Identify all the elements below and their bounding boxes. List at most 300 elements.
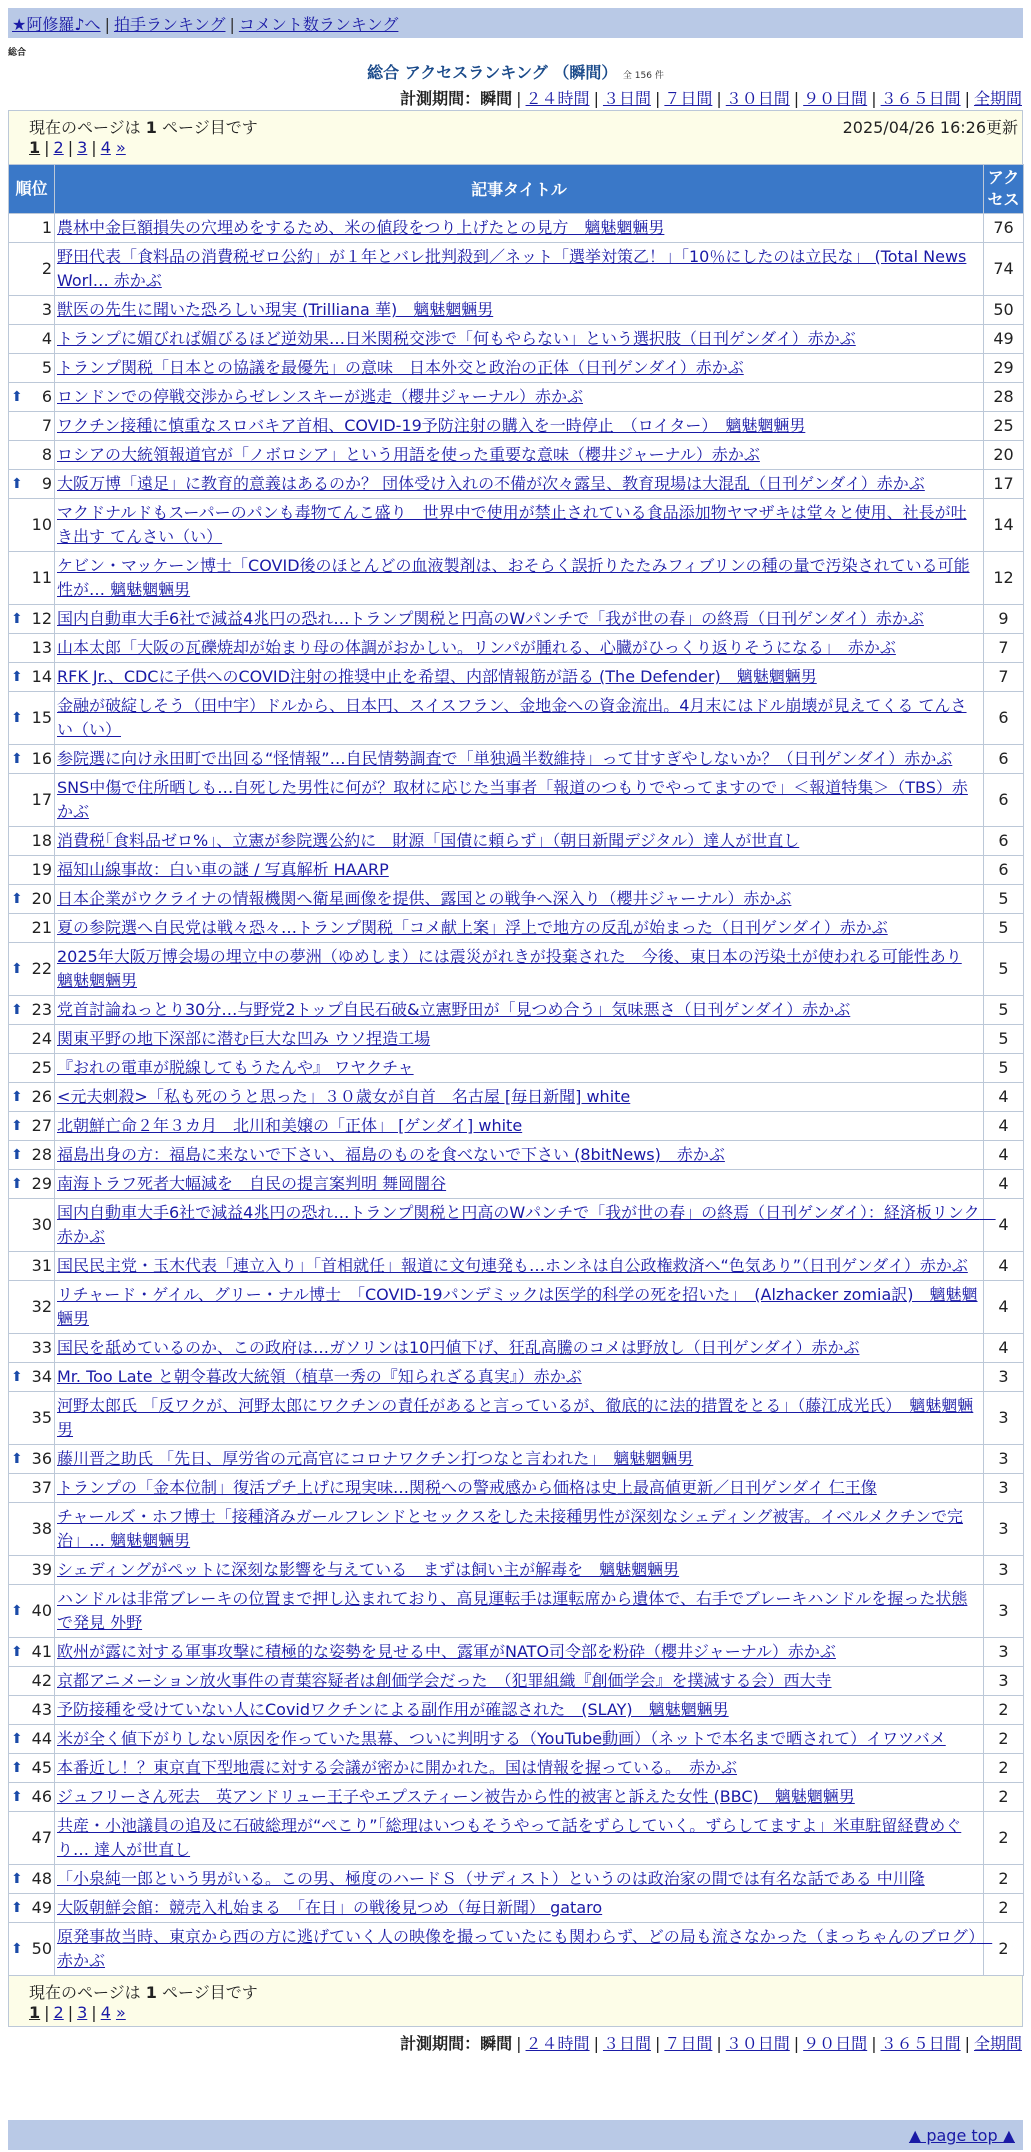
period-option-link[interactable]: 全期間	[973, 2034, 1022, 2053]
page-info-top	[8, 110, 1023, 164]
rank-number: 50	[31, 1939, 52, 1958]
title-cell	[55, 1281, 984, 1334]
rank-cell	[9, 441, 55, 470]
title-cell	[55, 996, 984, 1025]
rank-cell	[9, 1638, 55, 1667]
header-access: アクセス	[984, 165, 1024, 214]
page-top-link[interactable]: ▲ page top ▲	[908, 2126, 1015, 2145]
rank-cell	[9, 1783, 55, 1812]
rank-number: 48	[31, 1869, 52, 1888]
pager-current: 1	[29, 2003, 41, 2022]
table-row	[9, 1725, 1024, 1754]
title-cell	[55, 470, 984, 499]
rank-cell	[9, 1054, 55, 1083]
rank-number: 42	[31, 1671, 52, 1690]
article-title-link[interactable]: 北朝鮮亡命２年３カ月 北川和美嬢の「正体」 [ゲンダイ] white	[57, 1116, 523, 1135]
period-separator: |	[871, 2034, 877, 2053]
up-arrow-icon: ⬆	[11, 1644, 23, 1660]
period-current: 瞬間	[480, 2034, 513, 2053]
access-count: 2	[984, 1865, 1024, 1894]
title-cell	[55, 885, 984, 914]
rank-number: 43	[31, 1700, 52, 1719]
article-title-link[interactable]: 原発事故当時、東京から西の方に逃げていく人の映像を撮っていたにも関わらず、どの局も流さなかった（まっちゃんのブログ） 赤かぶ	[57, 1927, 993, 1970]
article-title-link[interactable]: 河野太郎氏 「反ワクが、河野太郎にワクチンの責任があると言っているが、徹底的に法的措置をとる」（藤江成光氏） 魑魅魍魎男	[57, 1396, 974, 1439]
up-arrow-icon: ⬆	[11, 669, 23, 685]
top-nav-link[interactable]: ★阿修羅♪へ	[12, 14, 101, 34]
access-count: 5	[984, 943, 1024, 996]
title-cell	[55, 914, 984, 943]
rank-cell	[9, 412, 55, 441]
rank-number: 22	[31, 959, 52, 978]
title-cell	[55, 1696, 984, 1725]
period-option-link[interactable]: ９０日間	[803, 89, 868, 108]
title-cell	[55, 1363, 984, 1392]
pager-bottom	[29, 2003, 126, 2022]
current-page-number: 1	[145, 118, 157, 137]
rank-cell	[9, 1281, 55, 1334]
header-title: 記事タイトル	[55, 165, 984, 214]
access-count: 4	[984, 1252, 1024, 1281]
table-row	[9, 1025, 1024, 1054]
period-separator: |	[871, 89, 877, 108]
rank-cell	[9, 943, 55, 996]
article-title-link[interactable]: 夏の参院選へ自民党は戦々恐々…トランプ関税「コメ献上案」浮上で地方の反乱が始まった（日刊ゲンダイ）赤かぶ	[57, 918, 888, 937]
rank-number: 47	[31, 1828, 52, 1847]
period-separator: |	[516, 2034, 522, 2053]
pager-separator: |	[67, 138, 74, 157]
pager-separator: |	[91, 138, 97, 157]
article-title-link[interactable]: 野田代表「食料品の消費税ゼロ公約」が１年とバレ批判殺到／ネット「選挙対策乙！」「10％にしたのは立民な」 (Total News Worl… 赤かぶ	[57, 247, 967, 290]
page-title: 総合 アクセスランキング （瞬間）	[367, 63, 618, 82]
article-title-link[interactable]: シェディングがペットに深刻な影響を与えている まずは飼い主が解毒を 魑魅魍魎男	[57, 1560, 680, 1579]
period-option-link[interactable]: 全期間	[973, 89, 1022, 108]
total-count: 全 156 件	[622, 71, 664, 81]
title-cell	[55, 1585, 984, 1638]
rank-number: 23	[31, 1000, 52, 1019]
rank-number: 29	[31, 1174, 52, 1193]
access-count: 4	[984, 1141, 1024, 1170]
rank-cell	[9, 1754, 55, 1783]
rank-number: 41	[31, 1642, 52, 1661]
period-separator: |	[654, 2034, 661, 2053]
article-title-link[interactable]: 参院選に向け永田町で出回る“怪情報”…自民情勢調査で「単独過半数維持」って甘すぎやしないか？（日刊ゲンダイ）赤かぶ	[57, 749, 953, 768]
up-arrow-icon: ⬆	[11, 1789, 23, 1805]
rank-cell	[9, 1696, 55, 1725]
access-count: 17	[984, 470, 1024, 499]
rank-number: 32	[31, 1297, 52, 1316]
title-cell	[55, 1025, 984, 1054]
article-title-link[interactable]: 『おれの電車が脱線してもうたんや』 ワヤクチャ	[57, 1058, 414, 1077]
table-row	[9, 745, 1024, 774]
article-title-link[interactable]: ジュフリーさん死去 英アンドリュー王子やエプスティーン被告から性的被害と訴えた女性 (BBC) 魑魅魍魎男	[57, 1787, 855, 1806]
rank-number: 30	[31, 1215, 52, 1234]
category-label: 総合	[8, 48, 27, 58]
article-title-link[interactable]: 国民を舐めているのか、この政府は…ガソリンは10円値下げ、狂乱高騰のコメは野放し（日刊ゲンダイ）赤かぶ	[57, 1338, 860, 1357]
article-title-link[interactable]: 米が全く値下がりしない原因を作っていた黒幕、ついに判明する（YouTube動画）（ネットで本名まで晒されて）イワツバメ	[57, 1729, 946, 1748]
title-cell	[55, 441, 984, 470]
title-cell	[55, 692, 984, 745]
table-row	[9, 827, 1024, 856]
period-separator: |	[793, 2034, 800, 2053]
rank-cell	[9, 1923, 55, 1976]
rank-number: 6	[41, 387, 52, 406]
up-arrow-icon: ⬆	[11, 1369, 23, 1385]
table-row	[9, 1334, 1024, 1363]
footer-bar	[8, 2120, 1023, 2150]
pager-page-link[interactable]: 3	[77, 2003, 88, 2022]
rank-number: 10	[31, 515, 52, 534]
rank-cell	[9, 1503, 55, 1556]
period-selector-top	[400, 86, 1022, 109]
article-title-link[interactable]: 予防接種を受けていない人にCovidワクチンによる副作用が確認された (SLAY) 魑魅魍魎男	[57, 1700, 729, 1719]
article-title-link[interactable]: トランプ関税「日本との協議を最優先」の意味 日本外交と政治の正体（日刊ゲンダイ）赤かぶ	[57, 358, 744, 377]
title-cell	[55, 296, 984, 325]
rank-number: 38	[31, 1519, 52, 1538]
access-count: 2	[984, 1923, 1024, 1976]
article-title-link[interactable]: 国民民主党・玉木代表「連立入り」「首相就任」報道に文句連発も…ホンネは自公政権救済へ“色気あり”（日刊ゲンダイ）赤かぶ	[57, 1256, 968, 1275]
table-row	[9, 499, 1024, 552]
table-row	[9, 1923, 1024, 1976]
up-arrow-icon: ⬆	[11, 1451, 23, 1467]
rank-cell	[9, 1445, 55, 1474]
period-option-link[interactable]: ３日間	[602, 89, 651, 108]
article-title-link[interactable]: 国内自動車大手6社で減益4兆円の恐れ…トランプ関税と円高のWパンチで「我が世の春」の終焉（日刊ゲンダイ）赤かぶ	[57, 609, 924, 628]
rank-number: 19	[31, 860, 52, 879]
access-count: 5	[984, 1025, 1024, 1054]
table-row	[9, 885, 1024, 914]
title-cell	[55, 383, 984, 412]
pager-page-link[interactable]: 4	[100, 2003, 111, 2022]
table-row	[9, 634, 1024, 663]
top-nav-link[interactable]: コメント数ランキング	[238, 14, 399, 34]
access-count: 50	[984, 296, 1024, 325]
period-separator: |	[593, 89, 599, 108]
access-count: 3	[984, 1392, 1024, 1445]
up-arrow-icon: ⬆	[11, 1002, 23, 1018]
table-row	[9, 296, 1024, 325]
title-cell	[55, 1754, 984, 1783]
up-arrow-icon: ⬆	[11, 710, 23, 726]
title-cell	[55, 856, 984, 885]
rank-number: 21	[31, 918, 52, 937]
up-arrow-icon: ⬆	[11, 1760, 23, 1776]
article-title-link[interactable]: 山本太郎「大阪の瓦礫焼却が始まり母の体調がおかしい。リンパが腫れる、心臓がひっくり返りそうになる」 赤かぶ	[57, 638, 896, 657]
access-count: 29	[984, 354, 1024, 383]
access-count: 3	[984, 1585, 1024, 1638]
rank-number: 37	[31, 1478, 52, 1497]
title-cell	[55, 605, 984, 634]
rank-number: 24	[31, 1029, 52, 1048]
access-count: 2	[984, 1696, 1024, 1725]
table-row	[9, 856, 1024, 885]
article-title-link[interactable]: ハンドルは非常ブレーキの位置まで押し込まれており、高見運転手は運転席から遺体で、右手でブレーキハンドルを握った状態で発見 外野	[57, 1589, 968, 1632]
title-cell	[55, 1556, 984, 1585]
title-cell	[55, 499, 984, 552]
article-title-link[interactable]: 共産・小池議員の追及に石破総理が“ぺこり”「総理はいつもそうやって話をずらしていく。ずらしてますよ」米車駐留経費めぐり… 達人が世直し	[57, 1816, 962, 1859]
table-row	[9, 996, 1024, 1025]
rank-cell	[9, 605, 55, 634]
article-title-link[interactable]: 福島出身の方：福島に来ないで下さい、福島のものを食べないで下さい (8bitNews) 赤かぶ	[57, 1145, 725, 1164]
period-separator: |	[964, 2034, 970, 2053]
article-title-link[interactable]: ケビン・マッケーン博士「COVID後のほとんどの血液製剤は、おそらく誤折りたたみフィブリンの種の量で汚染されている可能性が… 魑魅魍魎男	[57, 556, 970, 599]
rank-number: 5	[41, 358, 52, 377]
access-count: 2	[984, 1894, 1024, 1923]
article-title-link[interactable]: 国内自動車大手6社で減益4兆円の恐れ…トランプ関税と円高のWパンチで「我が世の春」の終焉（日刊ゲンダイ）：経済板リンク 赤かぶ	[57, 1203, 996, 1246]
up-arrow-icon: ⬆	[11, 1871, 23, 1887]
rank-number: 31	[31, 1256, 52, 1275]
access-count: 4	[984, 1083, 1024, 1112]
pager-next-link[interactable]: »	[115, 138, 126, 157]
pager-page-link[interactable]: 3	[77, 138, 88, 157]
pager-top	[29, 138, 126, 157]
rank-cell	[9, 1170, 55, 1199]
rank-number: 20	[31, 889, 52, 908]
period-separator: |	[964, 89, 970, 108]
title-cell	[55, 1445, 984, 1474]
rank-cell	[9, 1199, 55, 1252]
rank-cell	[9, 1667, 55, 1696]
rank-cell	[9, 634, 55, 663]
table-row	[9, 1445, 1024, 1474]
ranking-body	[9, 214, 1024, 1976]
up-arrow-icon: ⬆	[11, 1147, 23, 1163]
ranking-table	[8, 164, 1024, 1976]
access-count: 3	[984, 1445, 1024, 1474]
article-title-link[interactable]: <元夫刺殺>「私も死のうと思った」３０歳女が自首 名古屋 [毎日新聞] white	[57, 1087, 631, 1106]
article-title-link[interactable]: 南海トラフ死者大幅減を 自民の提言案判明 舞岡闇谷	[57, 1174, 447, 1193]
access-count: 5	[984, 1054, 1024, 1083]
pager-current: 1	[29, 138, 41, 157]
title-cell	[55, 663, 984, 692]
table-row	[9, 1083, 1024, 1112]
access-count: 49	[984, 325, 1024, 354]
rank-cell	[9, 383, 55, 412]
rank-cell	[9, 470, 55, 499]
access-count: 5	[984, 996, 1024, 1025]
article-title-link[interactable]: トランプに媚びれば媚びるほど逆効果…日米関税交渉で「何もやらない」という選択肢（日刊ゲンダイ）赤かぶ	[57, 329, 856, 348]
access-count: 20	[984, 441, 1024, 470]
pager-separator: |	[67, 2003, 74, 2022]
title-cell	[55, 1503, 984, 1556]
up-arrow-icon: ⬆	[11, 389, 23, 405]
access-count: 6	[984, 692, 1024, 745]
title-cell	[55, 1141, 984, 1170]
table-row	[9, 1141, 1024, 1170]
rank-number: 27	[31, 1116, 52, 1135]
rank-number: 36	[31, 1449, 52, 1468]
period-label: 計測期間：	[400, 2034, 481, 2053]
table-row	[9, 470, 1024, 499]
access-count: 7	[984, 634, 1024, 663]
table-row	[9, 1170, 1024, 1199]
period-option-link[interactable]: ３６５日間	[880, 89, 961, 108]
article-title-link[interactable]: 消費税｢食料品ゼロ%｣、立憲が参院選公約に 財源「国債に頼らず」（朝日新聞デジタル）達人が世直し	[57, 831, 800, 850]
access-count: 9	[984, 605, 1024, 634]
rank-number: 49	[31, 1898, 52, 1917]
rank-number: 34	[31, 1367, 52, 1386]
article-title-link[interactable]: SNS中傷で住所晒しも…自死した男性に何が？取材に応じた当事者「報道のつもりでやってますので」＜報道特集＞（TBS）赤かぶ	[57, 778, 968, 821]
top-nav-bar	[8, 8, 1023, 38]
rank-cell	[9, 914, 55, 943]
period-option-link[interactable]: ３６５日間	[880, 2034, 961, 2053]
access-count: 3	[984, 1638, 1024, 1667]
table-row	[9, 1754, 1024, 1783]
article-title-link[interactable]: チャールズ・ホフ博士「接種済みガールフレンドとセックスをした未接種男性が深刻なシェディング被害。イベルメクチンで完治」… 魑魅魍魎男	[57, 1507, 964, 1550]
table-row	[9, 692, 1024, 745]
article-title-link[interactable]: 「小泉純一郎という男がいる。この男、極度のハードＳ（サディスト）というのは政治家の間では有名な話である 中川隆	[57, 1869, 925, 1888]
rank-cell	[9, 1141, 55, 1170]
access-count: 3	[984, 1667, 1024, 1696]
access-count: 4	[984, 1199, 1024, 1252]
rank-cell	[9, 296, 55, 325]
rank-cell	[9, 1083, 55, 1112]
top-nav-links	[8, 12, 398, 35]
period-option-link[interactable]: ７日間	[664, 89, 713, 108]
pager-page-link[interactable]: 2	[53, 138, 64, 157]
access-count: 5	[984, 914, 1024, 943]
rank-cell	[9, 1334, 55, 1363]
title-cell	[55, 1474, 984, 1503]
rank-cell	[9, 1894, 55, 1923]
rank-cell	[9, 1363, 55, 1392]
period-option-link[interactable]: ３０日間	[725, 89, 790, 108]
article-title-link[interactable]: 藤川晋之助氏 「先日、厚労省の元高官にコロナワクチン打つなと言われた」 魑魅魍魎男	[57, 1449, 694, 1468]
title-cell	[55, 774, 984, 827]
article-title-link[interactable]: 金融が破綻しそう（田中宇）ドルから、日本円、スイスフラン、金地金への資金流出。4月末にはドル崩壊が見えてくる てんさい（い）	[57, 696, 967, 739]
title-cell	[55, 325, 984, 354]
article-title-link[interactable]: ワクチン接種に慎重なスロバキア首相、COVID-19予防注射の購入を一時停止 （ロイター） 魑魅魍魎男	[57, 416, 806, 435]
up-arrow-icon: ⬆	[11, 1731, 23, 1747]
article-title-link[interactable]: Mr. Too Late と朝令暮改大統領（植草一秀の『知られざる真実』）赤かぶ	[57, 1367, 582, 1386]
rank-number: 26	[31, 1087, 52, 1106]
title-cell	[55, 354, 984, 383]
title-cell	[55, 1894, 984, 1923]
rank-number: 25	[31, 1058, 52, 1077]
article-title-link[interactable]: マクドナルドもスーパーのパンも毒物てんこ盛り 世界中で使用が禁止されている食品添加物ヤマザキは堂々と使用、社長が吐き出す てんさい（い）	[57, 503, 967, 546]
article-title-link[interactable]: トランプの「金本位制」復活プチ上げに現実味…関税への警戒感から価格は史上最高値更新／日刊ゲンダイ 仁王像	[57, 1478, 877, 1497]
article-title-link[interactable]: 欧州が露に対する軍事攻撃に積極的な姿勢を見せる中、露軍がNATO司令部を粉砕（櫻井ジャーナル）赤かぶ	[57, 1642, 836, 1661]
up-arrow-icon: ⬆	[11, 751, 23, 767]
rank-number: 4	[41, 329, 52, 348]
pager-next-link[interactable]: »	[115, 2003, 126, 2022]
title-cell	[55, 1812, 984, 1865]
table-row	[9, 383, 1024, 412]
rank-cell	[9, 692, 55, 745]
title-cell	[55, 1054, 984, 1083]
table-row	[9, 1894, 1024, 1923]
period-option-link[interactable]: ２４時間	[525, 89, 590, 108]
title-cell	[55, 1112, 984, 1141]
article-title-link[interactable]: 福知山線事故：白い車の謎 / 写真解析 HAARP	[57, 860, 389, 879]
article-title-link[interactable]: 2025年大阪万博会場の埋立中の夢洲（ゆめしま）には震災がれきが投棄された 今後、東日本の汚染土が使われる可能性あり 魑魅魍魎男	[57, 947, 962, 990]
rank-cell	[9, 1865, 55, 1894]
access-count: 4	[984, 1334, 1024, 1363]
article-title-link[interactable]: RFK Jr.、CDCに子供へのCOVID注射の推奨中止を希望、内部情報筋が語る (The Defender) 魑魅魍魎男	[57, 667, 817, 686]
up-arrow-icon: ⬆	[11, 476, 23, 492]
table-row	[9, 1696, 1024, 1725]
rank-cell	[9, 1025, 55, 1054]
article-title-link[interactable]: リチャード・ゲイル、グリー・ナル博士 「COVID-19パンデミックは医学的科学の死を招いた」 (Alzhacker zomia訳) 魑魅魍魎男	[57, 1285, 978, 1328]
title-cell	[55, 1865, 984, 1894]
title-cell	[55, 943, 984, 996]
period-option-link[interactable]: ９０日間	[803, 2034, 868, 2053]
article-title-link[interactable]: 日本企業がウクライナの情報機関へ衛星画像を提供、露国との戦争へ深入り（櫻井ジャーナル）赤かぶ	[57, 889, 792, 908]
table-row	[9, 354, 1024, 383]
rank-cell	[9, 325, 55, 354]
rank-cell	[9, 663, 55, 692]
access-count: 12	[984, 552, 1024, 605]
table-row	[9, 1054, 1024, 1083]
table-row	[9, 441, 1024, 470]
rank-number: 40	[31, 1601, 52, 1620]
table-row	[9, 1363, 1024, 1392]
up-arrow-icon: ⬆	[11, 611, 23, 627]
article-title-link[interactable]: 大阪万博「遠足」に教育的意義はあるのか？ 団体受け入れの不備が次々露呈、教育現場は大混乱（日刊ゲンダイ）赤かぶ	[57, 474, 925, 493]
access-count: 2	[984, 1725, 1024, 1754]
table-row	[9, 1474, 1024, 1503]
table-row	[9, 1638, 1024, 1667]
table-row	[9, 1556, 1024, 1585]
up-arrow-icon: ⬆	[11, 961, 23, 977]
period-separator: |	[516, 89, 522, 108]
current-page-text-bottom: 現在のページは 1 ページ目です	[29, 1983, 258, 2002]
pager-page-link[interactable]: 4	[100, 138, 111, 157]
current-page-text: 現在のページは 1 ページ目です	[29, 118, 258, 137]
rank-cell	[9, 827, 55, 856]
title-cell	[55, 634, 984, 663]
access-count: 3	[984, 1363, 1024, 1392]
title-cell	[55, 1252, 984, 1281]
pager-separator: |	[44, 138, 50, 157]
top-nav-link[interactable]: 拍手ランキング	[113, 14, 226, 34]
article-title-link[interactable]: ロンドンでの停戦交渉からゼレンスキーが逃走（櫻井ジャーナル）赤かぶ	[57, 387, 584, 406]
pager-page-link[interactable]: 2	[53, 2003, 64, 2022]
title-cell	[55, 827, 984, 856]
period-option-link[interactable]: ３０日間	[725, 2034, 790, 2053]
access-count: 74	[984, 243, 1024, 296]
article-title-link[interactable]: 大阪朝鮮会館：競売入札始まる 「在日」の戦後見つめ（毎日新聞） gataro	[57, 1898, 603, 1917]
article-title-link[interactable]: ロシアの大統領報道官が「ノボロシア」という用語を使った重要な意味（櫻井ジャーナル）赤かぶ	[57, 445, 760, 464]
title-cell	[55, 1392, 984, 1445]
table-row	[9, 552, 1024, 605]
rank-cell	[9, 856, 55, 885]
table-row	[9, 1112, 1024, 1141]
header-rank: 順位	[9, 165, 55, 214]
up-arrow-icon: ⬆	[11, 1176, 23, 1192]
rank-number: 1	[41, 218, 52, 237]
rank-cell	[9, 354, 55, 383]
period-current: 瞬間	[480, 89, 513, 108]
article-title-link[interactable]: 獣医の先生に聞いた恐ろしい現実 (Trilliana 華) 魑魅魍魎男	[57, 300, 494, 319]
rank-cell	[9, 1585, 55, 1638]
rank-number: 8	[41, 445, 52, 464]
period-option-link[interactable]: ７日間	[664, 2034, 713, 2053]
table-row	[9, 605, 1024, 634]
rank-cell	[9, 996, 55, 1025]
article-title-link[interactable]: 本番近し！？東京直下型地震に対する会議が密かに開かれた。国は情報を握っている。 赤かぶ	[57, 1758, 738, 1777]
access-count: 3	[984, 1503, 1024, 1556]
up-arrow-icon: ⬆	[11, 1603, 23, 1619]
article-title-link[interactable]: 農林中金巨額損失の穴埋めをするため、米の値段をつり上げたとの見方 魑魅魍魎男	[57, 218, 665, 237]
article-title-link[interactable]: 関東平野の地下深部に潜む巨大な凹み ウソ捏造工場	[57, 1029, 431, 1048]
article-title-link[interactable]: 党首討論ねっとり30分…与野党2トップ自民石破&立憲野田が「見つめ合う」気味悪さ（日刊ゲンダイ）赤かぶ	[57, 1000, 851, 1019]
period-option-link[interactable]: ３日間	[602, 2034, 651, 2053]
title-cell	[55, 412, 984, 441]
rank-number: 2	[41, 259, 52, 278]
article-title-link[interactable]: 京都アニメーション放火事件の青葉容疑者は創価学会だった （犯罪組織『創価学会』を撲滅する会）西大寺	[57, 1671, 832, 1690]
ranking-box	[8, 110, 1023, 2027]
period-option-link[interactable]: ２４時間	[525, 2034, 590, 2053]
